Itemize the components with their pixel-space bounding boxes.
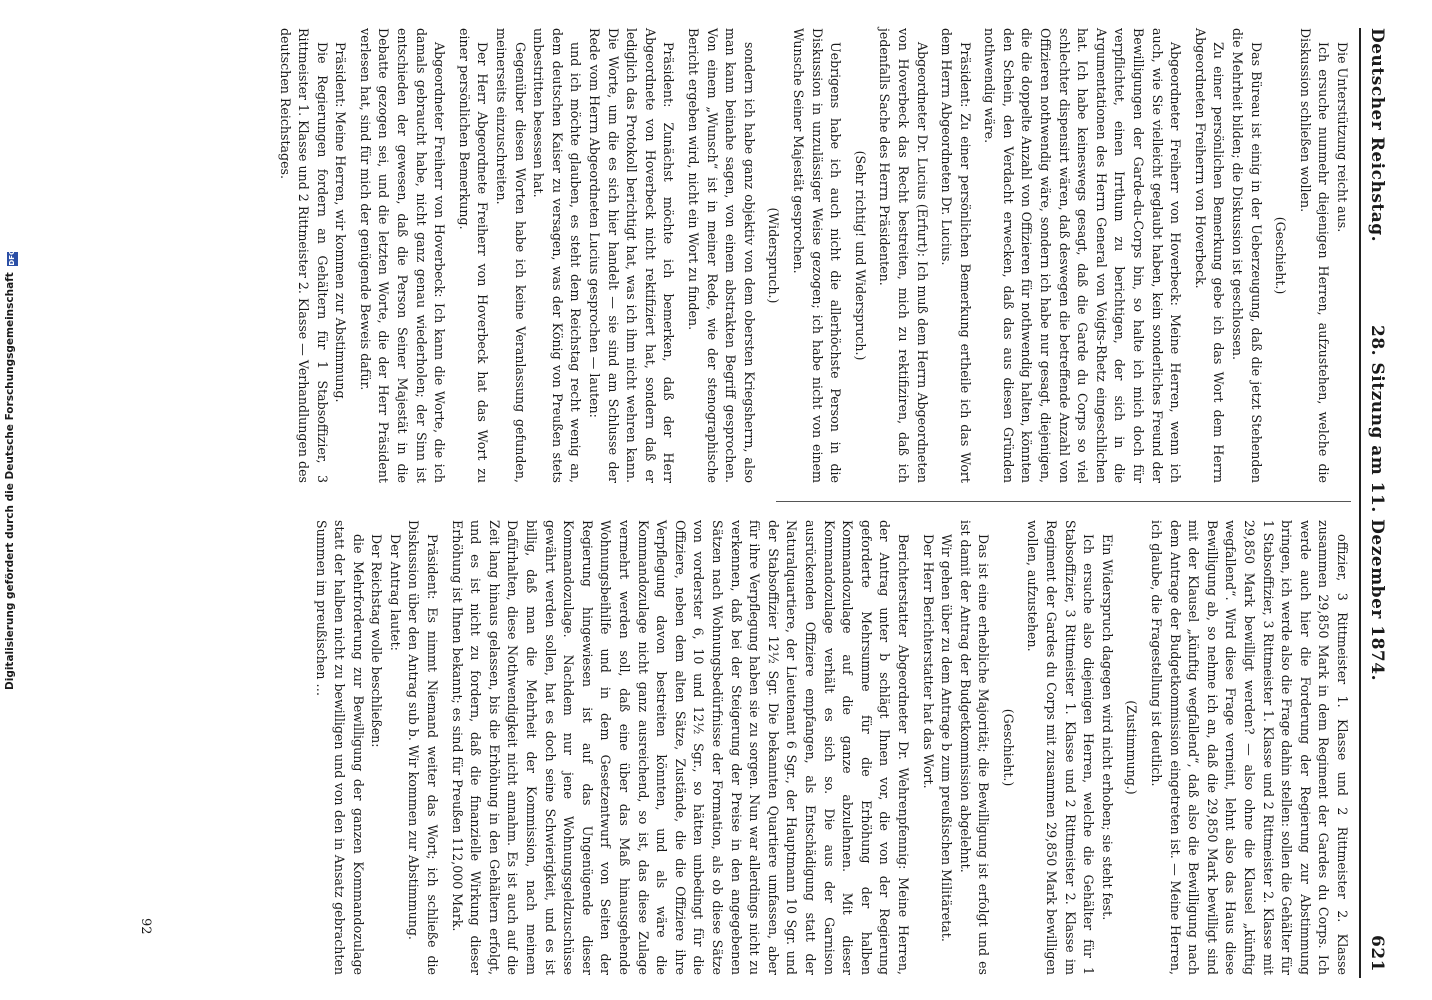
right-paragraph: Präsident: Es nimmt Niemand weiter das Wort; ich schließe die Diskussion über den Antrag sub b. Wir kommen zur Abstimmung. [406, 520, 441, 975]
signature-number: 92 [138, 918, 153, 935]
left-paragraph: Gegenüber diesen Worten habe ich keine Veranlassung gefunden, meinerseits einzuschreiten. [494, 28, 528, 483]
right-paragraph: Wir gehen über zu dem Antrage b zum preußischen Militäretat. [939, 534, 955, 942]
right-paragraph: Berichterstatter Abgeordneter Dr. Wehrenpfennig: Meine Herren, der Antrag unter b schlägt Ihnen vor, die von der Regierung geforderte Mehrsumme für die Erhöhung der halben Kommandozulage auf die ganze abzulehnen. Mit dieser Kommandozulage verhält es sich so. Die aus der Garnison ausrückenden Offiziere empfangen, als Entschädigung statt der Naturalquartiere, der Lieutenant 6 Sgr., der Hauptmann 10 Sgr. und der Stabsoffizier 12½ Sgr. Die bekannten Quartiere umfassen, aber für ihre Verpflegung haben sie zu sorgen. Nun war allerdings nicht zu verkennen, daß bei der Steigerung der Preise in den angegebenen Sätzen nach Wohnungsbedürfnisse der Formation, als ob diese Sätze von vorderster 6, 10 und 12½ Sgr., so hätten unbedingt für die Offiziere, neben dem alten Sätze, Zustände, die die Offiziere ihre Verpflegung davon bestreiten könnten, und als wäre die Kommandozulage nicht ganz ausreichend, so ist, das diese Zulage vermehrt werden soll, daß eine über das Maß hinausgehende Wohnungsbeihilfe und in dem Gesetzentwurf von Seiten der Regierung hingewiesen ist auf das Ungenügende dieser Kommandozulage. Nachdem nur jene Wohnungsgeldzuschüsse gewährt werden sollen, hat es doch seine Schwierigkeit, und es ist billig, daß man die Mehrheit der Kommission, nach meinem Dafürhalten, diese Nothwendigkeit nicht annahm. Es ist auch auf die Zeit lang hinaus gelassen, bis die Erhöhung in den Gehältern erfolgt, und es ist nicht zu fordern, daß die finanzielle Wirkung dieser Erhöhung ist Ihnen bekannt; es sind für Preußen 112,000 Mark. [449, 520, 911, 975]
left-paragraph: (Sehr richtig! und Widerspruch.) [852, 150, 868, 361]
right-paragraph: (Zustimmung.) [1124, 700, 1140, 795]
credit-text: Digitalisierung gefördert durch die Deutsche Forschungsgemeinschaft [4, 272, 16, 690]
left-paragraph: Präsident: Meine Herren, wir kommen zur Abstimmung. [333, 42, 349, 403]
left-paragraph: Die Regierungen fordern an Gehältern für 1 Stabsoffizier, 3 Rittmeister 1. Klasse und 2 Rittmeister 2. Klasse — Verhandlungen des deutschen Reichstages. [277, 28, 330, 483]
left-paragraph: Abgeordneter Freiherr von Hoverbeck: Ich kann die Worte, die ich damals gebraucht habe, nicht ganz genau wiederholen; der Sinn ist entschieden der gewesen, daß die Person Seiner Majestät in die Debatte gezogen sei, und die letzten Worte, die der Herr Präsident verlesen hat, sind für mich der genügende Beweis dafür. [357, 28, 448, 483]
right-paragraph: Ich ersuche also diejenigen Herren, welche die Gehälter für 1 Stabsoffizier, 3 Rittmeister 1. Klasse und 2 Rittmeister 2. Klasse im Regiment der Gardes du Corps mit zusammen 29,850 Mark bewilligen wollen, aufzustehen. [1025, 520, 1097, 975]
right-paragraph: Der Reichstag wolle beschließen: [369, 534, 385, 748]
header-session: 28. Sitzung am 11. Dezember 1874. [1367, 324, 1387, 681]
right-paragraph: Der Herr Berichterstatter hat das Wort. [920, 534, 936, 789]
header-page-number: 621 [1367, 935, 1387, 972]
left-paragraph: Uebrigens habe ich auch nicht die allerhöchste Person in die Diskussion in unzulässiger Weise gezogen; ich habe nicht von einem Wunsche Seiner Majestät gesprochen. [790, 28, 844, 483]
left-paragraph: Abgeordneter Freiherr von Hoverbeck: Meine Herren, wenn ich auch, wie Sie vielleicht geglaubt haben, kein sonderliches Freund der Bewilligungen der Garde-du-Corps bin, so halte ich mich doch für verpflichtet, einen Irrthum zu berichtigen, der sich in die Argumentationen des Herrn General von Voigts-Rhetz eingeschlichen hat. Ich habe keineswegs gesagt, daß die Garde du Corps so viel schlechter dispensirt wären, daß deswegen die betreffende Anzahl von Offizieren nothwendig wäre, sondern ich habe nur gesagt, diejenigen, die die doppelte Anzahl von Offizieren für nothwendig halten, könnten den Schein, den Verdacht erwecken, daß das aus diesen Gründen nothwendig wäre. [982, 28, 1184, 483]
left-paragraph: Der Herr Abgeordnete Freiherr von Hoverbeck hat das Wort zu einer persönlichen Bemerkung. [456, 28, 491, 483]
left-paragraph: und ich möchte glauben, es steht dem Reichstag recht wenig an, dem deutschen Kaiser zu versagen, was der König von Preußen stets unbestritten besessen hat. [531, 28, 584, 483]
dfg-logo: DFG [8, 249, 16, 266]
right-paragraph: die Mehrforderung zur Bewilligung der ganzen Kommandozulage statt der halben nicht zu bewilligen und von den in Ansatz gebrachten Summen im preußischen … [313, 520, 366, 975]
right-paragraph: Ein Widerspruch dagegen wird nicht erhoben; sie steht fest. [1099, 534, 1115, 921]
rotated-page-content [91, 28, 1391, 978]
right-paragraph: Der Antrag lautet: [387, 534, 403, 651]
right-paragraph: (Geschieht.) [1000, 708, 1016, 787]
left-paragraph: (Geschieht.) [1273, 216, 1289, 295]
left-text-column [275, 28, 1351, 483]
header-publication: Deutscher Reichstag. [1367, 28, 1387, 243]
left-paragraph: Präsident: Zu einer persönlichen Bemerkung ertheile ich das Wort dem Herrn Abgeordneten Dr. Lucius. [939, 28, 973, 483]
left-paragraph: Ich ersuche nunmehr diejenigen Herren, aufzustehen, welche die Diskussion schließen wollen. [1297, 28, 1332, 483]
left-paragraph: Präsident: Zunächst möchte ich bemerken, daß der Herr Abgeordnete von Hoverbeck nicht rektifiziert hat, sondern daß er lediglich das Protokoll berichtigt hat, was ich ihm nicht wehren kann. Die Worte, um die es sich hier handelt — sie sind am Schlusse der Rede vom Herrn Abgeordneten Lucius gesprochen — lauten: [587, 28, 677, 483]
right-paragraph: Das ist eine erhebliche Majorität; die Bewilligung ist erfolgt und es ist damit der Antrag der Budgetkommission abgelehnt. [957, 520, 992, 975]
running-header [1361, 28, 1391, 978]
left-paragraph: Die Unterstützung reicht aus. [1335, 42, 1350, 233]
digitization-credit [4, 249, 20, 690]
left-paragraph: sondern ich habe ganz objektiv von dem obersten Kriegsherrn, also man kann beinahe sagen, von einem abstrakten Begriff gesprochen. Von einem „Wunsch“ ist in meiner Rede, wie der stenographische Bericht ergeben wird, nicht ein Wort zu finden. [686, 28, 757, 483]
header-rule [1359, 28, 1361, 978]
column-divider [776, 501, 1351, 502]
left-paragraph: Abgeordneter Dr. Lucius (Erfurt): Ich muß dem Herrn Abgeordneten von Hoverbeck das Recht bestreiten, mich zu rektifiziren, daß ich jedenfalls Sache des Herrn Präsidenten. [877, 28, 930, 483]
right-paragraph: offizier, 3 Rittmeister 1. Klasse und 2 Rittmeister 2. Klasse zusammen 29,850 Mark in dem Regiment der Gardes du Corps. Ich werde auch hier die Forderung der Regierung zur Abstimmung bringen, ich werde also die Frage dahin stellen: sollen die Gehälter für 1 Stabsoffizier, 3 Rittmeister 1. Klasse und 2 Rittmeister 2. Klasse mit 29,850 Mark bewilligt werden? — also ohne die Klausel „künftig wegfallend“. Wird diese Frage verneint, lehnt also das Haus diese Bewilligung ab, so nehme ich an, daß die 29,850 Mark bewilligt sind mit der Klausel „künftig wegfallend“, daß also die Bewilligung nach dem Antrage der Budgetkommission eingetreten ist. — Meine Herren, ich glaube, die Fragestellung ist deutlich. [1149, 520, 1350, 975]
left-paragraph: Das Büreau ist einig in der Ueberzeugung, daß die jetzt Stehenden die Mehrheit bilden; die Diskussion ist geschlossen. [1230, 28, 1264, 483]
left-paragraph: Zu einer persönlichen Bemerkung gebe ich das Wort dem Herrn Abgeordneten Freiherrn von Hoverbeck. [1192, 28, 1227, 483]
left-paragraph: (Widerspruch.) [766, 207, 782, 304]
right-text-column [311, 520, 1351, 975]
